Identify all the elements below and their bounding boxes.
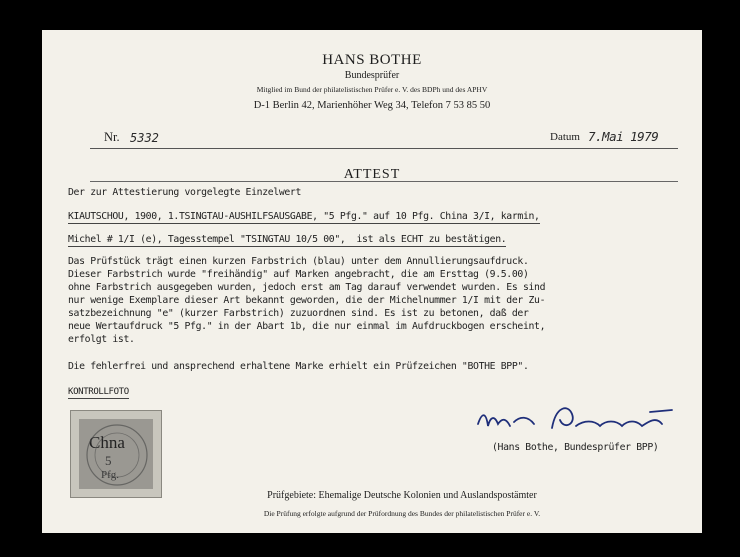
body-paragraph-line: Das Prüfstück trägt einen kurzen Farbstrich (blau) unter dem Annullierungsaufdruck. xyxy=(68,256,529,267)
examination-areas: Prüfgebiete: Ehemalige Deutsche Kolonien und Auslandspostämter xyxy=(267,490,537,501)
certificate-paper xyxy=(42,30,702,533)
body-paragraph-line: ohne Farbstrich ausgegeben wurden, jedoch erst am Tag darauf verwendet wurden. Es sind xyxy=(68,282,546,293)
nr-value: 5332 xyxy=(130,131,159,145)
header-divider xyxy=(90,148,678,149)
body-paragraph-line: satzbezeichnung "e" (kurzer Farbstrich) zuzuordnen sind. Es ist zu betonen, daß der xyxy=(68,308,529,319)
body-paragraph-line: erfolgt ist. xyxy=(68,334,135,345)
body-paragraph-line: nur wenige Exemplare dieser Art bekannt geworden, die der Michelnummer 1/I mit der Zu- xyxy=(68,295,546,306)
stamp-overprint-text: Chna xyxy=(89,433,125,452)
title-divider xyxy=(90,181,678,182)
body-closing-line: Die fehlerfrei und ansprechend erhaltene Marke erhielt ein Prüfzeichen "BOTHE BPP". xyxy=(68,361,529,372)
body-line-intro: Der zur Attestierung vorgelegte Einzelwert xyxy=(68,187,302,198)
membership-line: Mitglied im Bund der philatelistischen Prüfer e. V. des BDPh und des APHV xyxy=(256,85,488,94)
address-line: D-1 Berlin 42, Marienhöher Weg 34, Telefon 7 53 85 50 xyxy=(253,100,491,111)
examination-rules-note: Die Prüfung erfolgte aufgrund der Prüfordnung des Bundes der philatelistischen Prüfer e. V. xyxy=(263,509,541,518)
nr-label: Nr. xyxy=(104,130,120,144)
stamp-currency-text: Pfg. xyxy=(101,469,120,481)
postmark-circle-icon xyxy=(79,419,153,489)
document-title: ATTEST xyxy=(343,167,401,182)
examiner-signature-icon xyxy=(472,402,702,436)
datum-value: 7.Mai 1979 xyxy=(588,129,659,144)
examiner-name: HANS BOTHE xyxy=(322,52,422,68)
signature-caption: (Hans Bothe, Bundesprüfer BPP) xyxy=(492,442,659,453)
body-line-catalog-reference: Michel # 1/I (e), Tagesstempel "TSINGTAU 10/5 00", ist als ECHT zu bestätigen. xyxy=(68,234,507,245)
examiner-role: Bundesprüfer xyxy=(344,70,400,81)
body-paragraph-line: neue Wertaufdruck "5 Pfg." in der Abart 1b, die nur einmal im Aufdruckbogen erscheint, xyxy=(68,321,546,332)
stamp-image xyxy=(79,419,153,489)
body-paragraph-line: Dieser Farbstrich wurde "freihändig" auf Marken angebracht, die am Ersttag (9.5.00) xyxy=(68,269,529,280)
body-line-stamp-description: KIAUTSCHOU, 1900, 1.TSINGTAU-AUSHILFSAUSGABE, "5 Pfg." auf 10 Pfg. China 3/I, karmin, xyxy=(68,211,540,222)
control-photo-stamp xyxy=(70,410,162,498)
datum-label: Datum xyxy=(550,131,580,143)
kontrollfoto-label: KONTROLLFOTO xyxy=(68,387,129,397)
stamp-value-text: 5 xyxy=(105,453,112,468)
